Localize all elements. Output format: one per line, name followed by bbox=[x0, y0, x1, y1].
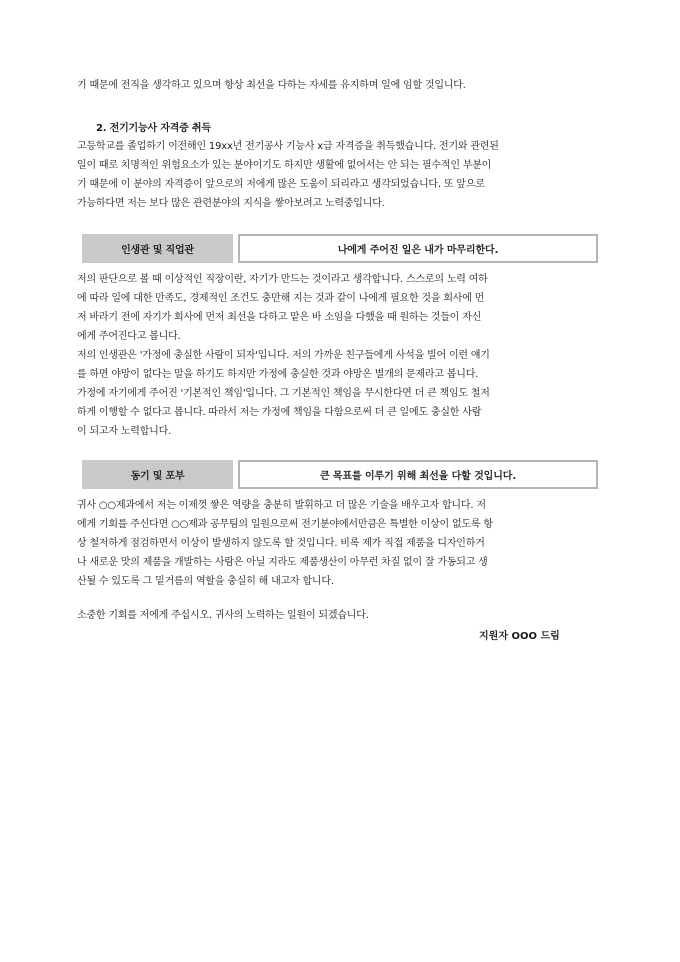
text-line: 이 되고자 노력합니다. bbox=[77, 426, 172, 437]
section2-paragraph bbox=[77, 137, 605, 213]
text-line: 가능하다면 저는 보다 많은 관련분야의 지식을 쌓아보려고 노력중입니다. bbox=[77, 198, 385, 209]
text-line: 일이 때로 치명적인 위험요소가 있는 분야이기도 하지만 생활에 없어서는 안 되는 필수적인 부분이 bbox=[77, 160, 492, 171]
section2-heading: 2. 전기기능사 자격증 취득 bbox=[96, 123, 211, 134]
text-line: 하게 이행할 수 없다고 봅니다. 따라서 저는 가정에 책임을 다함으로써 더 큰 일에도 충실한 사람 bbox=[77, 407, 482, 418]
text-line: 나 새로운 맛의 제품을 개발하는 사람은 아닐 지라도 제품생산이 아무런 차질 없이 잘 가동되고 생 bbox=[77, 557, 488, 568]
section-band-life bbox=[82, 234, 600, 263]
text-line: 에 따라 일에 대한 만족도, 경제적인 조건도 충만해 지는 것과 같이 나에게 필요한 것을 회사에 먼 bbox=[77, 293, 485, 304]
band-title: 큰 목표를 이루기 위해 최선을 다할 것입니다. bbox=[238, 460, 598, 489]
closing-line: 소중한 기회를 저에게 주십시오. 귀사의 노력하는 일원이 되겠습니다. bbox=[77, 610, 369, 621]
intro-paragraph bbox=[77, 76, 605, 95]
text-line: 에게 주어진다고 봅니다. bbox=[77, 331, 181, 342]
life-paragraph bbox=[77, 270, 605, 441]
text-line: 저의 판단으로 볼 때 이상적인 직장이란, 자기가 만드는 것이라고 생각합니다. 스스로의 노력 여하 bbox=[77, 274, 488, 285]
text-line: 저 바라기 전에 자기가 회사에 먼저 최선을 다하고 맡은 바 소임을 다했을 때 원하는 것들이 자신 bbox=[77, 312, 482, 323]
signature: 지원자 OOO 드림 bbox=[479, 631, 560, 642]
text-line: 기 때문에 이 분야의 자격증이 앞으로의 저에게 많은 도움이 되리라고 생각되었습니다. 또 앞으로 bbox=[77, 179, 485, 190]
motive-paragraph bbox=[77, 496, 605, 591]
band-label: 동기 및 포부 bbox=[82, 460, 233, 489]
intro-line: 기 때문에 전직을 생각하고 있으며 항상 최선을 다하는 자세를 유지하며 일에 임할 것입니다. bbox=[77, 80, 466, 91]
band-title: 나에게 주어진 일은 내가 마무리한다. bbox=[238, 234, 598, 263]
text-line: 저의 인생관은 '가정에 충실한 사람이 되자'입니다. 저의 가까운 친구들에게 사석을 빌어 이런 얘기 bbox=[77, 350, 490, 361]
text-line: 를 하면 야망이 없다는 말을 하기도 하지만 가정에 충실한 것과 야망은 별개의 문제라고 봅니다. bbox=[77, 369, 479, 380]
text-line: 에게 기회를 주신다면 ○○제과 공무팀의 일원으로써 전기분야에서만큼은 특별한 이상이 없도록 항 bbox=[77, 519, 493, 530]
text-line: 상 철저하게 점검하면서 이상이 발생하지 않도록 할 것입니다. 비록 제가 직접 제품을 디자인하거 bbox=[77, 538, 485, 549]
text-line: 가정에 자기에게 주어진 '기본적인 책임'입니다. 그 기본적인 책임을 무시한다면 더 큰 책임도 철저 bbox=[77, 388, 490, 399]
text-line: 산될 수 있도록 그 밑거름의 역할을 충실히 해 내고자 합니다. bbox=[77, 576, 334, 587]
text-line: 귀사 ○○제과에서 저는 이제껏 쌓은 역량을 충분히 발휘하고 더 많은 기술을 배우고자 합니다. 저 bbox=[77, 500, 486, 511]
band-label: 인생관 및 직업관 bbox=[82, 234, 233, 263]
text-line: 고등학교를 졸업하기 이전해인 19xx년 전기공사 기능사 x급 자격증을 취득했습니다. 전기와 관련된 bbox=[77, 141, 499, 152]
closing-paragraph bbox=[77, 606, 605, 625]
section-band-motive bbox=[82, 460, 600, 489]
